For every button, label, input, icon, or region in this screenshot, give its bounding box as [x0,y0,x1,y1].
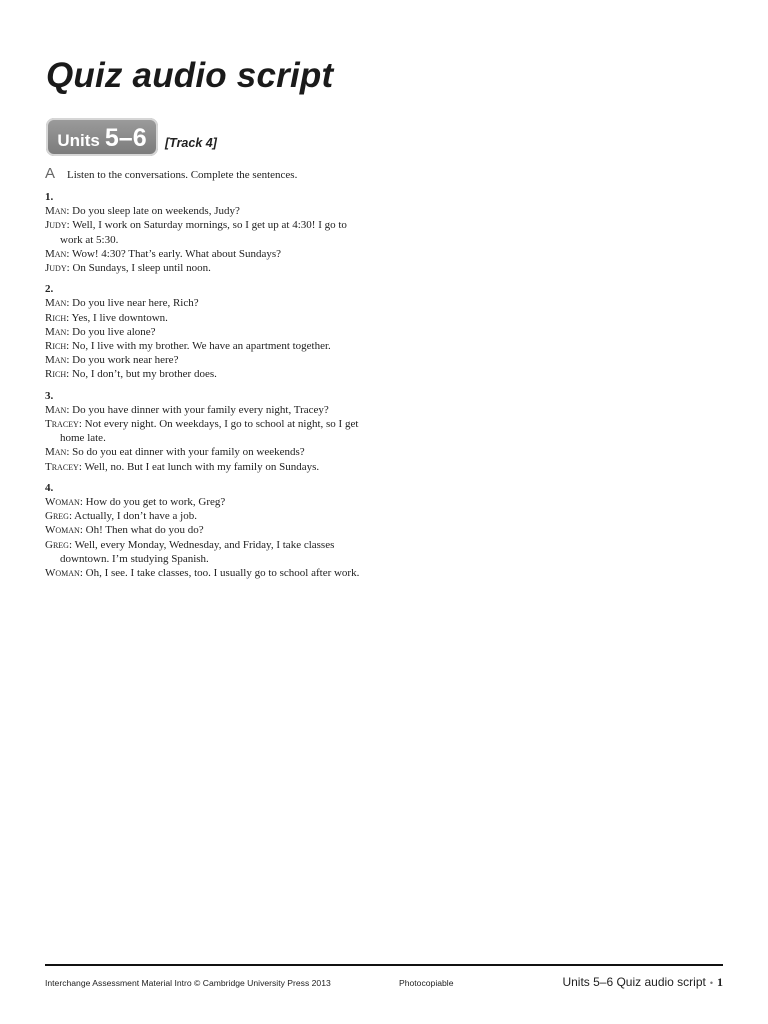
dialogue-text: Actually, I don’t have a job. [74,510,197,523]
dialogue-text: Do you live alone? [72,325,156,338]
page-number: 1 [717,975,723,989]
conversation-list [45,190,385,587]
speaker-name: Tracey [45,460,79,473]
speaker-name: Woman [45,524,80,537]
speaker-name: Man [45,446,67,459]
footer-divider [45,964,723,966]
speaker-name: Man [45,354,67,367]
dialogue-text: Do you live near here, Rich? [72,297,199,310]
dialogue-line: Rich: Yes, I live downtown. [45,311,168,324]
dialogue-line: Greg: Well, every Monday, Wednesday, and Friday, I take classes downtown. I’m studying Spanish. [45,538,335,565]
footer [45,975,723,991]
dialogue-line: Woman: Oh! Then what do you do? [45,524,204,537]
dialogue-text: Wow! 4:30? That’s early. What about Sundays? [71,247,282,260]
bullet-icon: • [709,978,713,988]
speaker-name: Woman [45,496,80,509]
dialogue-line: Tracey: Well, no. But I eat lunch with my family on Sundays. [45,460,320,473]
dialogue-line: Woman: Oh, I see. I take classes, too. I usually go to school after work. [45,567,360,580]
speaker-name: Man [45,205,67,218]
dialogue-text: Well, every Monday, Wednesday, and Friday, I take classes downtown. I’m studying Spanish. [60,538,335,565]
dialogue-text: Yes, I live downtown. [71,311,168,324]
conversation-number: 1. [45,191,54,203]
dialogue-line: Greg: Actually, I don’t have a job. [45,510,197,523]
conversation [45,282,385,381]
speaker-name: Man [45,247,67,260]
dialogue-text: Not every night. On weekdays, I go to school at night, so I get home late. [60,418,359,445]
dialogue-line: Judy: On Sundays, I sleep until noon. [45,262,211,275]
footer-copyright: Interchange Assessment Material Intro © Cambridge University Press 2013 [45,978,331,988]
dialogue-text: Do you work near here? [72,354,179,367]
speaker-name: Man [45,297,67,310]
dialogue-line: Man: Do you live alone? [45,325,156,338]
dialogue-text: Well, I work on Saturday mornings, so I get up at 4:30! I go to work at 5:30. [60,219,347,246]
dialogue-text: So do you eat dinner with your family on weekends? [72,446,305,459]
dialogue-line: Man: Wow! 4:30? That’s early. What about Sundays? [45,247,282,260]
instruction-text: Listen to the conversations. Complete the sentences. [67,169,298,181]
dialogue-line: Rich: No, I don’t, but my brother does. [45,368,217,381]
speaker-name: Greg [45,538,69,551]
conversation [45,389,385,474]
dialogue-line: Tracey: Not every night. On weekdays, I go to school at night, so I get home late. [45,418,359,445]
dialogue-text: How do you get to work, Greg? [85,496,226,509]
dialogue-line: Judy: Well, I work on Saturday mornings, so I get up at 4:30! I go to work at 5:30. [45,219,347,246]
section-letter: A [45,165,56,182]
dialogue-text: On Sundays, I sleep until noon. [72,262,211,275]
dialogue-text: No, I don’t, but my brother does. [71,368,217,381]
footer-page-label [562,975,723,990]
footer-section-title: Units 5–6 Quiz audio script [562,975,706,989]
conversation-number: 4. [45,481,54,494]
dialogue-line: Man: Do you have dinner with your family every night, Tracey? [45,403,329,416]
page-title: Quiz audio script [46,56,334,95]
unit-badge-word: Units [57,131,100,150]
conversation-number: 3. [45,389,54,402]
conversation [45,481,385,580]
unit-badge-number: 5–6 [104,124,147,152]
dialogue-line: Woman: How do you get to work, Greg? [45,496,226,509]
speaker-name: Greg [45,510,69,523]
speaker-name: Rich [45,311,67,324]
speaker-name: Judy [45,219,67,232]
dialogue-line: Man: So do you eat dinner with your family on weekends? [45,446,305,459]
speaker-name: Man [45,325,67,338]
dialogue-text: No, I live with my brother. We have an apartment together. [71,340,331,353]
dialogue-text: Do you have dinner with your family every night, Tracey? [72,403,329,416]
speaker-name: Judy [45,262,67,275]
footer-photocopiable: Photocopiable [399,978,454,988]
speaker-name: Tracey [45,418,79,431]
dialogue-text: Oh! Then what do you do? [85,524,204,537]
conversation-number: 2. [45,283,54,296]
dialogue-text: Well, no. But I eat lunch with my family on Sundays. [84,460,320,473]
track-label: [Track 4] [165,136,217,150]
dialogue-line: Rich: No, I live with my brother. We have an apartment together. [45,340,331,353]
dialogue-line: Man: Do you live near here, Rich? [45,297,199,310]
speaker-name: Woman [45,567,80,580]
speaker-name: Rich [45,340,67,353]
instruction [45,165,297,182]
unit-header [46,118,217,156]
dialogue-line: Man: Do you work near here? [45,354,179,367]
dialogue-text: Do you sleep late on weekends, Judy? [72,205,240,218]
unit-badge [46,118,158,156]
dialogue-text: Oh, I see. I take classes, too. I usually go to school after work. [85,567,360,580]
speaker-name: Man [45,403,67,416]
conversation [45,190,385,275]
speaker-name: Rich [45,368,67,381]
dialogue-line: Man: Do you sleep late on weekends, Judy? [45,205,240,218]
